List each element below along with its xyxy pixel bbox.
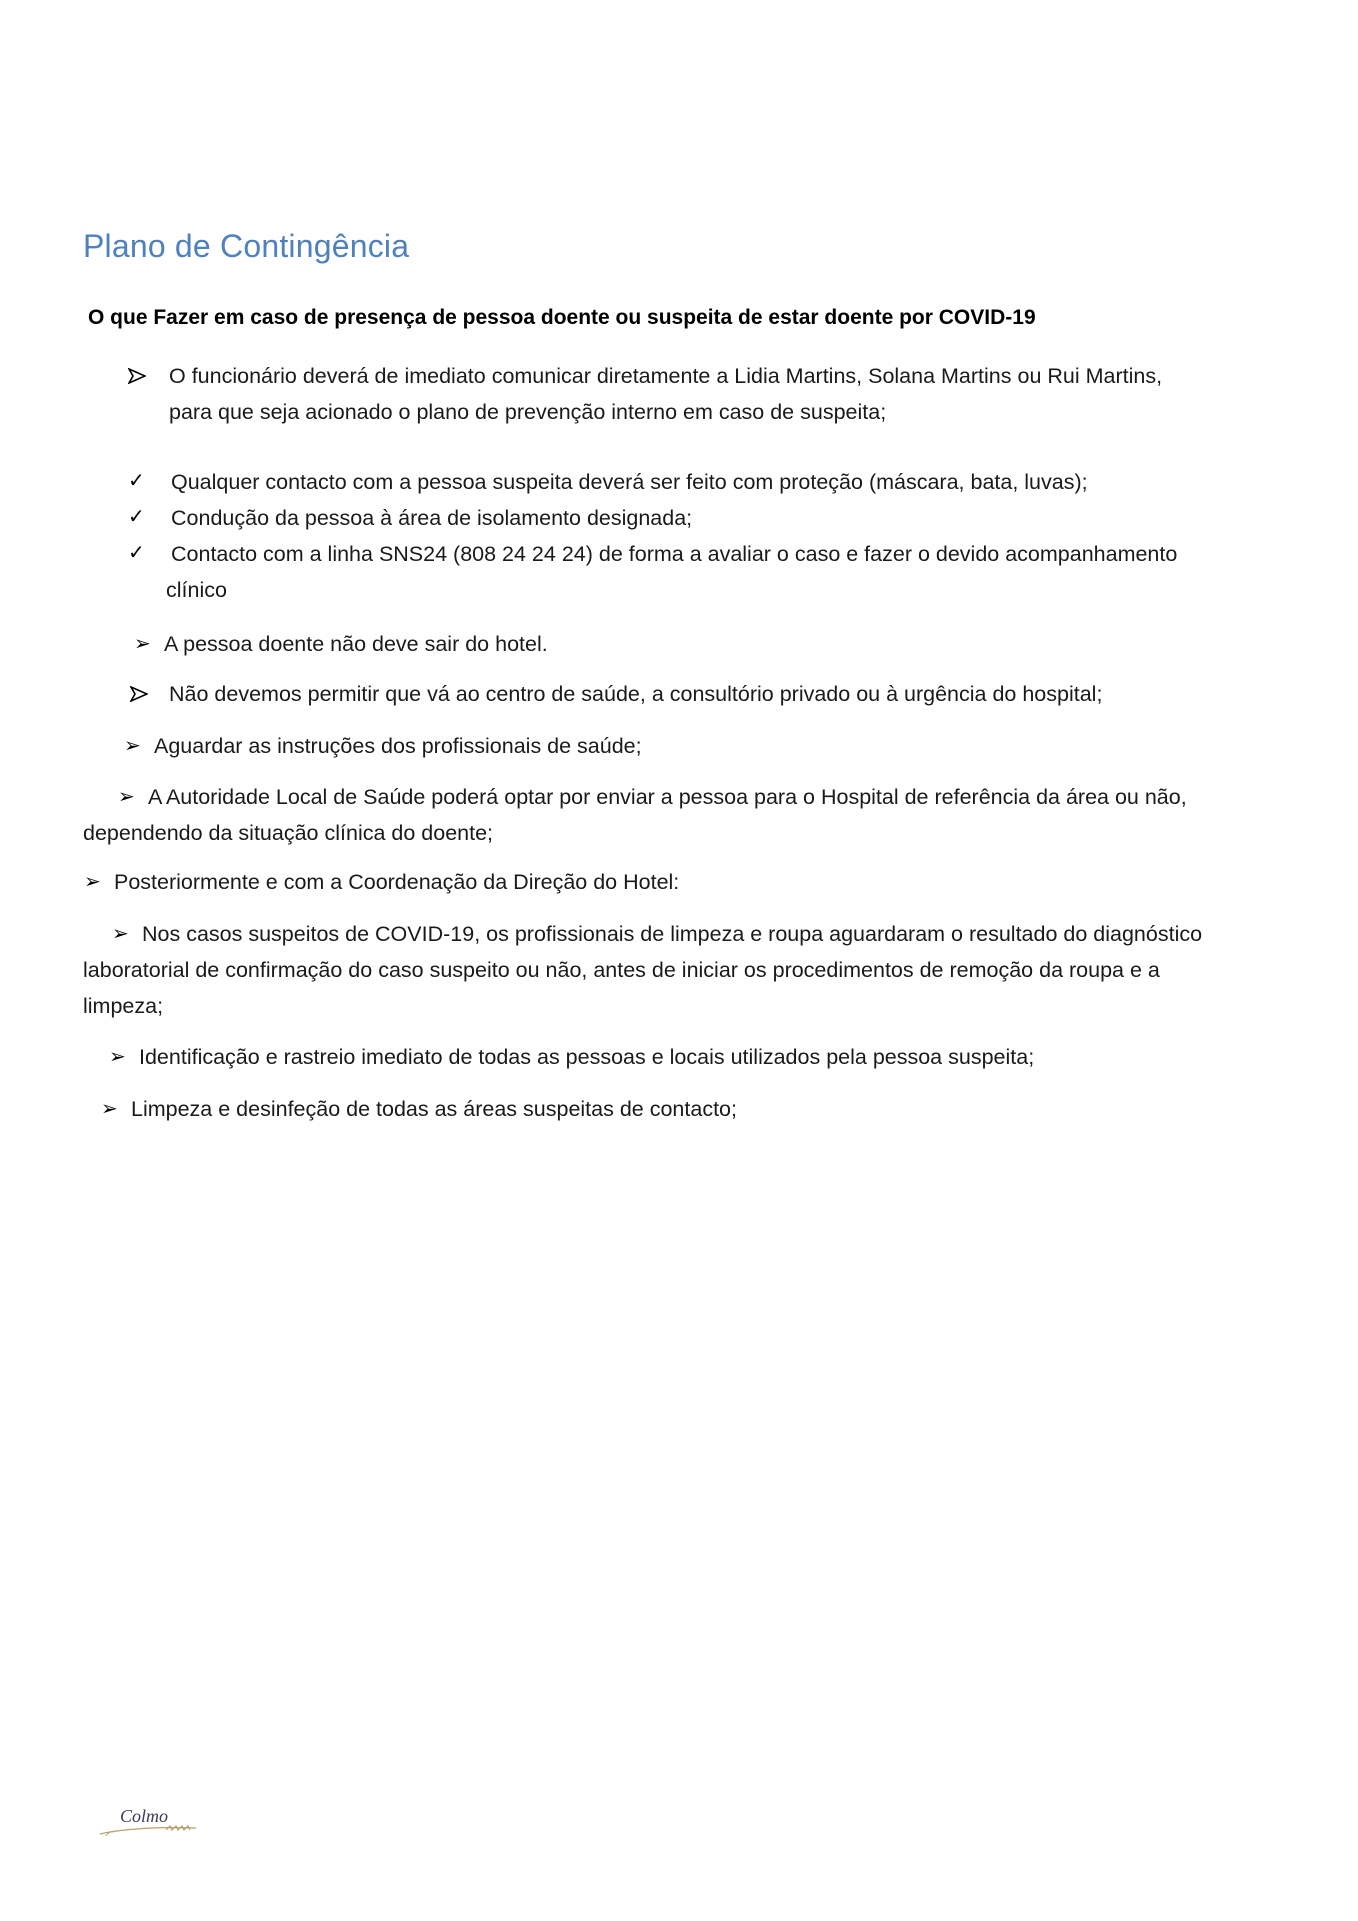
check-item-3-line-1: Contacto com a linha SNS24 (808 24 24 24) de forma a avaliar o caso e fazer o devido acompanhamento: [171, 542, 1178, 566]
item-7-line-3: limpeza;: [83, 994, 164, 1018]
logo-text: Colmo: [120, 1806, 169, 1826]
item-1-line-1: O funcionário deverá de imediato comunicar diretamente a Lidia Martins, Solana Martins ou Rui Martins,: [169, 364, 1163, 388]
item-3: Não devemos permitir que vá ao centro de saúde, a consultório privado ou à urgência do hospital;: [169, 682, 1103, 706]
item-2: A pessoa doente não deve sair do hotel.: [164, 632, 548, 656]
colmo-logo: [96, 1800, 206, 1842]
arrowhead-bullet-icon: ➢: [134, 633, 151, 655]
check-item-2: Condução da pessoa à área de isolamento designada;: [171, 506, 693, 530]
item-5-line-1: A Autoridade Local de Saúde poderá optar por enviar a pessoa para o Hospital de referência da área ou não,: [148, 785, 1187, 809]
arrowhead-bullet-icon: ➢: [118, 786, 135, 808]
item-6: Posteriormente e com a Coordenação da Direção do Hotel:: [114, 870, 680, 894]
section-subtitle: O que Fazer em caso de presença de pessoa doente ou suspeita de estar doente por COVID-19: [88, 306, 1036, 329]
item-1-line-2: para que seja acionado o plano de prevenção interno em caso de suspeita;: [169, 400, 887, 424]
arrowhead-bullet-icon: ➢: [101, 1098, 118, 1120]
arrowhead-bullet-icon: ➢: [84, 871, 101, 893]
check-item-3-line-2: clínico: [166, 578, 227, 602]
checkmark-icon: ✓: [128, 542, 145, 564]
item-7-line-2: laboratorial de confirmação do caso suspeito ou não, antes de iniciar os procedimentos de remoção da roupa e a: [83, 958, 1160, 982]
item-5-line-2: dependendo da situação clínica do doente;: [83, 821, 494, 845]
arrowhead-bullet-icon: ➢: [112, 923, 129, 945]
checkmark-icon: ✓: [128, 470, 145, 492]
checkmark-icon: ✓: [128, 506, 145, 528]
item-8: Identificação e rastreio imediato de todas as pessoas e locais utilizados pela pessoa suspeita;: [139, 1045, 1035, 1069]
item-9: Limpeza e desinfeção de todas as áreas suspeitas de contacto;: [131, 1097, 737, 1121]
arrowhead-bullet-icon: [128, 368, 146, 384]
arrowhead-bullet-icon: ➢: [109, 1046, 126, 1068]
check-item-1: Qualquer contacto com a pessoa suspeita deverá ser feito com proteção (máscara, bata, luvas);: [171, 470, 1088, 494]
arrowhead-bullet-icon: ➢: [124, 735, 141, 757]
page-title: Plano de Contingência: [83, 228, 410, 264]
item-4: Aguardar as instruções dos profissionais de saúde;: [154, 734, 642, 758]
arrowhead-bullet-icon: [130, 686, 148, 702]
item-7-line-1: Nos casos suspeitos de COVID-19, os profissionais de limpeza e roupa aguardaram o resultado do diagnóstico: [142, 922, 1203, 946]
